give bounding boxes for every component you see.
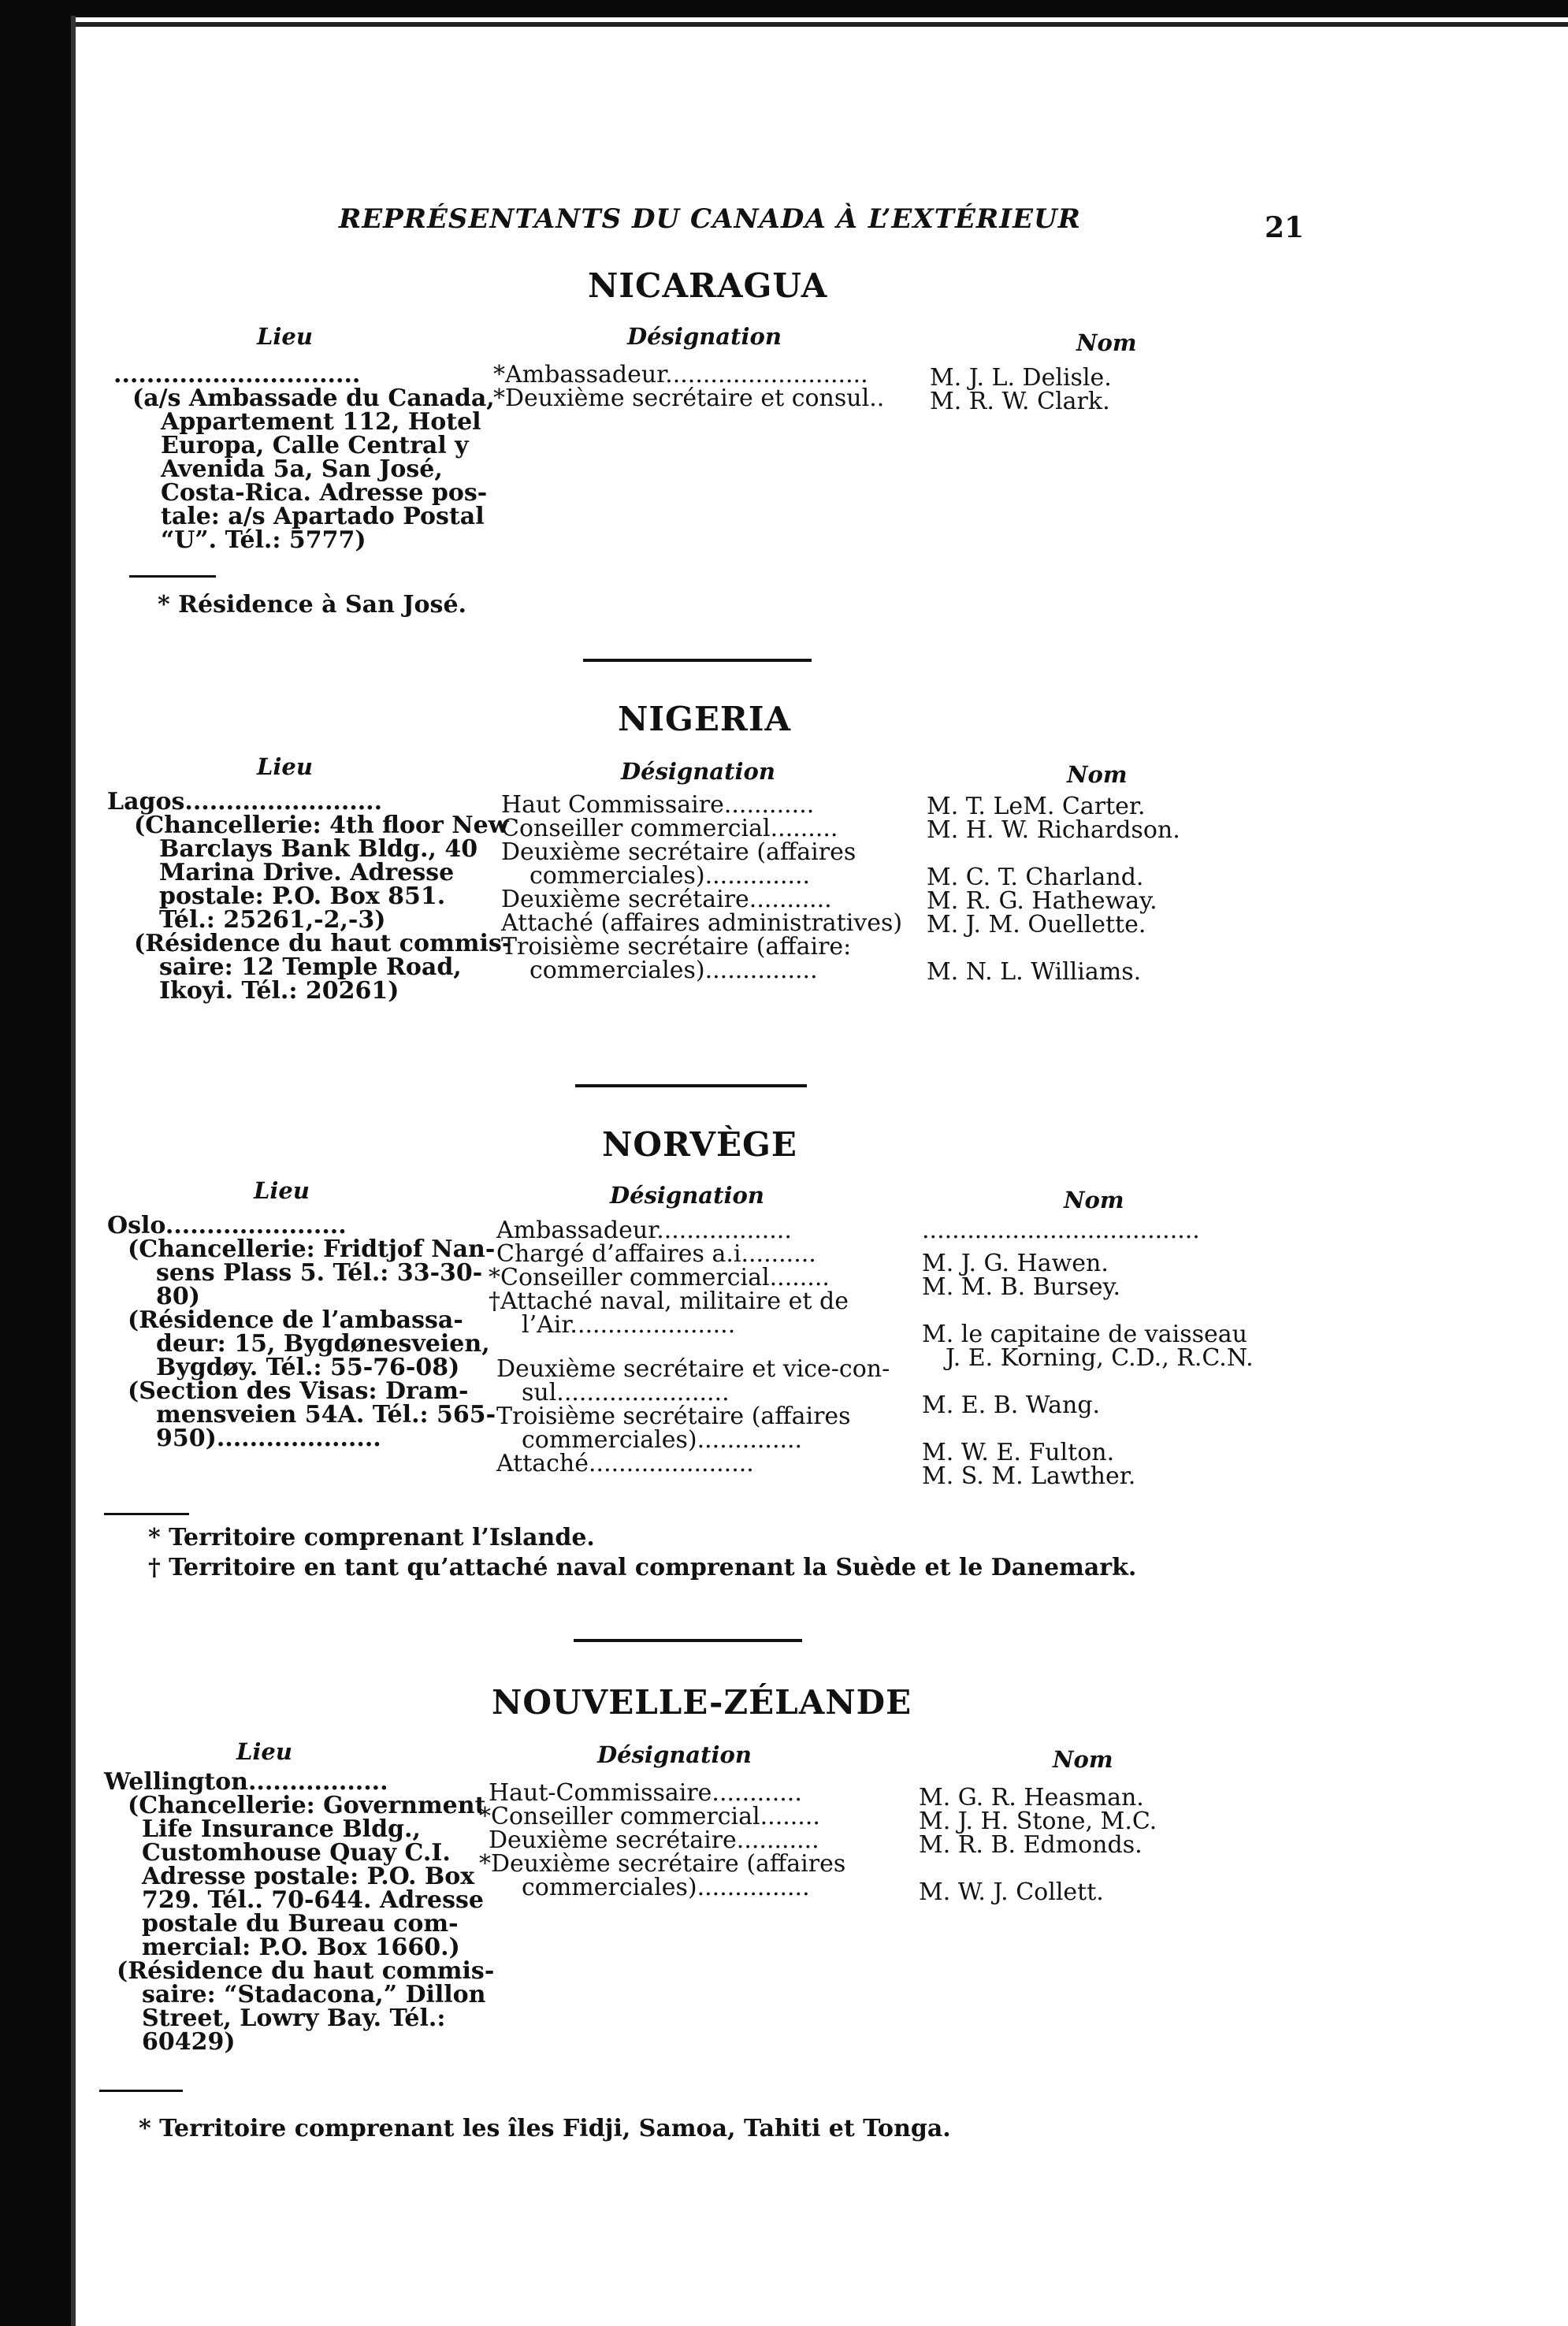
lieu-line: (Résidence du haut commis- xyxy=(117,1957,495,1985)
name-line: M. J. M. Ouellette. xyxy=(927,911,1146,938)
designation-line: Deuxième secrétaire (affaires xyxy=(501,838,856,866)
name-line: M. C. T. Charland. xyxy=(927,864,1144,891)
designation-line: commerciales)............... xyxy=(522,1874,810,1901)
designation-line: *Conseiller commercial........ xyxy=(489,1264,830,1291)
lieu-line: Oslo...................... xyxy=(107,1212,347,1239)
name-line: M. R. W. Clark. xyxy=(930,388,1110,415)
footnote-rule xyxy=(129,575,216,578)
country-title: NICARAGUA xyxy=(588,266,828,305)
section-nigeria xyxy=(107,693,1336,1040)
lieu-line: sens Plass 5. Tél.: 33-30- xyxy=(156,1259,483,1287)
designation-line: *Conseiller commercial........ xyxy=(479,1803,820,1830)
designation-line: *Deuxième secrétaire (affaires xyxy=(479,1850,846,1878)
page-border-left-inner xyxy=(71,16,76,2326)
column-header-lieu: Lieu xyxy=(254,1177,310,1204)
designation-line: commerciales).............. xyxy=(522,1426,803,1454)
footnote-rule xyxy=(99,2090,183,2092)
column-header-designation: Désignation xyxy=(597,1741,752,1768)
lieu-line: (Section des Visas: Dram- xyxy=(128,1377,469,1405)
column-header-designation: Désignation xyxy=(627,323,782,350)
section-nouvelle-zelande xyxy=(104,1674,1336,2178)
page-number: 21 xyxy=(1265,211,1305,244)
name-line: M. S. M. Lawther. xyxy=(922,1462,1136,1490)
section-separator xyxy=(574,1639,802,1642)
designation-line: Haut-Commissaire............ xyxy=(489,1779,802,1807)
lieu-line: Adresse postale: P.O. Box xyxy=(142,1863,475,1890)
designation-line: *Deuxième secrétaire et consul.. xyxy=(493,385,885,412)
section-separator xyxy=(583,659,812,662)
designation-line: Deuxième secrétaire........... xyxy=(501,886,832,913)
lieu-line: Appartement 112, Hotel xyxy=(161,408,481,436)
name-line: M. G. R. Heasman. xyxy=(919,1784,1144,1811)
name-line: M. J. G. Hawen. xyxy=(922,1250,1109,1277)
lieu-line: Europa, Calle Central y xyxy=(161,432,469,459)
lieu-line: mensveien 54A. Tél.: 565- xyxy=(156,1401,496,1429)
column-header-nom: Nom xyxy=(1067,761,1128,788)
lieu-line: (Résidence de l’ambassa- xyxy=(128,1306,463,1334)
designation-line: *Ambassadeur........................... xyxy=(493,361,868,388)
column-header-lieu: Lieu xyxy=(257,323,313,350)
running-title: REPRÉSENTANTS DU CANADA À L’EXTÉRIEUR xyxy=(339,203,1081,235)
lieu-line: (Chancellerie: Government xyxy=(128,1792,486,1819)
footnote: † Territoire en tant qu’attaché naval comprenant la Suède et le Danemark. xyxy=(148,1554,1137,1581)
designation-line: commerciales).............. xyxy=(529,862,811,890)
lieu-line: tale: a/s Apartado Postal xyxy=(161,503,485,530)
section-nicaragua xyxy=(107,260,1336,630)
designation-line: Conseiller commercial......... xyxy=(501,815,838,842)
name-line: M. M. B. Bursey. xyxy=(922,1273,1121,1301)
lieu-line: deur: 15, Bygdønesveien, xyxy=(156,1330,490,1358)
lieu-line: postale du Bureau com- xyxy=(142,1910,459,1938)
lieu-line: Tél.: 25261,-2,-3) xyxy=(159,906,386,934)
designation-line: Deuxième secrétaire et vice-con- xyxy=(496,1355,890,1383)
page-border-top xyxy=(0,0,1568,17)
footnote: * Résidence à San José. xyxy=(158,591,466,619)
name-line: M. R. B. Edmonds. xyxy=(919,1831,1143,1859)
lieu-line: Street, Lowry Bay. Tél.: xyxy=(142,2005,446,2032)
lieu-line: Ikoyi. Tél.: 20261) xyxy=(159,977,399,1005)
lieu-line: 950).................... xyxy=(156,1425,381,1452)
designation-line: Attaché (affaires administratives) xyxy=(501,909,903,937)
footnote: * Territoire comprenant les îles Fidji, Samoa, Tahiti et Tonga. xyxy=(139,2115,951,2142)
lieu-line: mercial: P.O. Box 1660.) xyxy=(142,1934,460,1961)
name-line: M. J. H. Stone, M.C. xyxy=(919,1808,1157,1835)
lieu-line: “U”. Tél.: 5777) xyxy=(161,526,366,554)
section-separator xyxy=(575,1084,807,1087)
name-line: M. J. L. Delisle. xyxy=(930,364,1112,392)
designation-line: Haut Commissaire............ xyxy=(501,791,815,819)
designation-line: Ambassadeur.................. xyxy=(496,1217,792,1244)
lieu-line: 729. Tél.. 70-644. Adresse xyxy=(142,1886,484,1914)
country-title: NORVÈGE xyxy=(602,1125,797,1164)
designation-line: Deuxième secrétaire........... xyxy=(489,1826,819,1854)
page-border-top-inner xyxy=(47,22,1568,27)
column-header-lieu: Lieu xyxy=(257,753,313,780)
lieu-line: Costa-Rica. Adresse pos- xyxy=(161,479,488,507)
column-header-nom: Nom xyxy=(1064,1187,1124,1213)
column-header-nom: Nom xyxy=(1076,329,1137,356)
name-line: ..................................... xyxy=(922,1217,1200,1244)
lieu-line: Lagos........................ xyxy=(107,788,383,816)
designation-line: †Attaché naval, militaire et de xyxy=(489,1287,849,1315)
footnote-rule xyxy=(104,1513,189,1515)
lieu-line: saire: 12 Temple Road, xyxy=(159,953,462,981)
footnote: * Territoire comprenant l’Islande. xyxy=(148,1524,595,1551)
name-line: M. W. J. Collett. xyxy=(919,1878,1104,1906)
designation-line: Troisième secrétaire (affaire: xyxy=(501,933,852,960)
name-line: M. E. B. Wang. xyxy=(922,1392,1101,1419)
country-title: NOUVELLE-ZÉLANDE xyxy=(492,1683,912,1722)
designation-line: Chargé d’affaires a.i.......... xyxy=(496,1240,816,1268)
designation-line: commerciales)............... xyxy=(529,957,818,984)
lieu-line: Bygdøy. Tél.: 55-76-08) xyxy=(156,1354,460,1381)
country-title: NIGERIA xyxy=(618,700,792,738)
designation-line: l’Air...................... xyxy=(522,1311,736,1339)
lieu-line: (Chancellerie: Fridtjof Nan- xyxy=(128,1235,496,1263)
column-header-designation: Désignation xyxy=(621,758,775,785)
lieu-line: Barclays Bank Bldg., 40 xyxy=(159,835,478,863)
lieu-line: Life Insurance Bldg., xyxy=(142,1815,421,1843)
designation-line: Troisième secrétaire (affaires xyxy=(496,1403,851,1430)
column-header-lieu: Lieu xyxy=(236,1738,292,1765)
column-header-designation: Désignation xyxy=(610,1182,764,1209)
name-line: M. R. G. Hatheway. xyxy=(927,887,1157,915)
lieu-line: Customhouse Quay C.I. xyxy=(142,1839,451,1867)
lieu-line: postale: P.O. Box 851. xyxy=(159,882,446,910)
section-norvege xyxy=(107,1119,1336,1607)
lieu-line: Avenida 5a, San José, xyxy=(161,455,443,483)
designation-line: sul....................... xyxy=(522,1379,730,1406)
name-line: M. le capitaine de vaisseau xyxy=(922,1321,1247,1348)
designation-line: Attaché...................... xyxy=(496,1450,754,1477)
lieu-line: .............................. xyxy=(113,361,361,388)
lieu-line: saire: “Stadacona,” Dillon xyxy=(142,1981,486,2008)
lieu-line: (Résidence du haut commis- xyxy=(134,930,512,957)
lieu-line: 80) xyxy=(156,1283,200,1310)
lieu-line: (Chancellerie: 4th floor New xyxy=(134,812,509,839)
name-line: J. E. Korning, C.D., R.C.N. xyxy=(946,1344,1254,1372)
lieu-line: Marina Drive. Adresse xyxy=(159,859,455,886)
lieu-line: 60429) xyxy=(142,2028,236,2056)
name-line: M. N. L. Williams. xyxy=(927,958,1142,986)
name-line: M. T. LeM. Carter. xyxy=(927,793,1146,820)
name-line: M. W. E. Fulton. xyxy=(922,1439,1115,1466)
lieu-line: (a/s Ambassade du Canada, xyxy=(132,385,495,412)
name-line: M. H. W. Richardson. xyxy=(927,816,1180,844)
lieu-line: Wellington................. xyxy=(104,1768,388,1796)
page-border-left xyxy=(0,0,71,2326)
column-header-nom: Nom xyxy=(1053,1746,1113,1773)
